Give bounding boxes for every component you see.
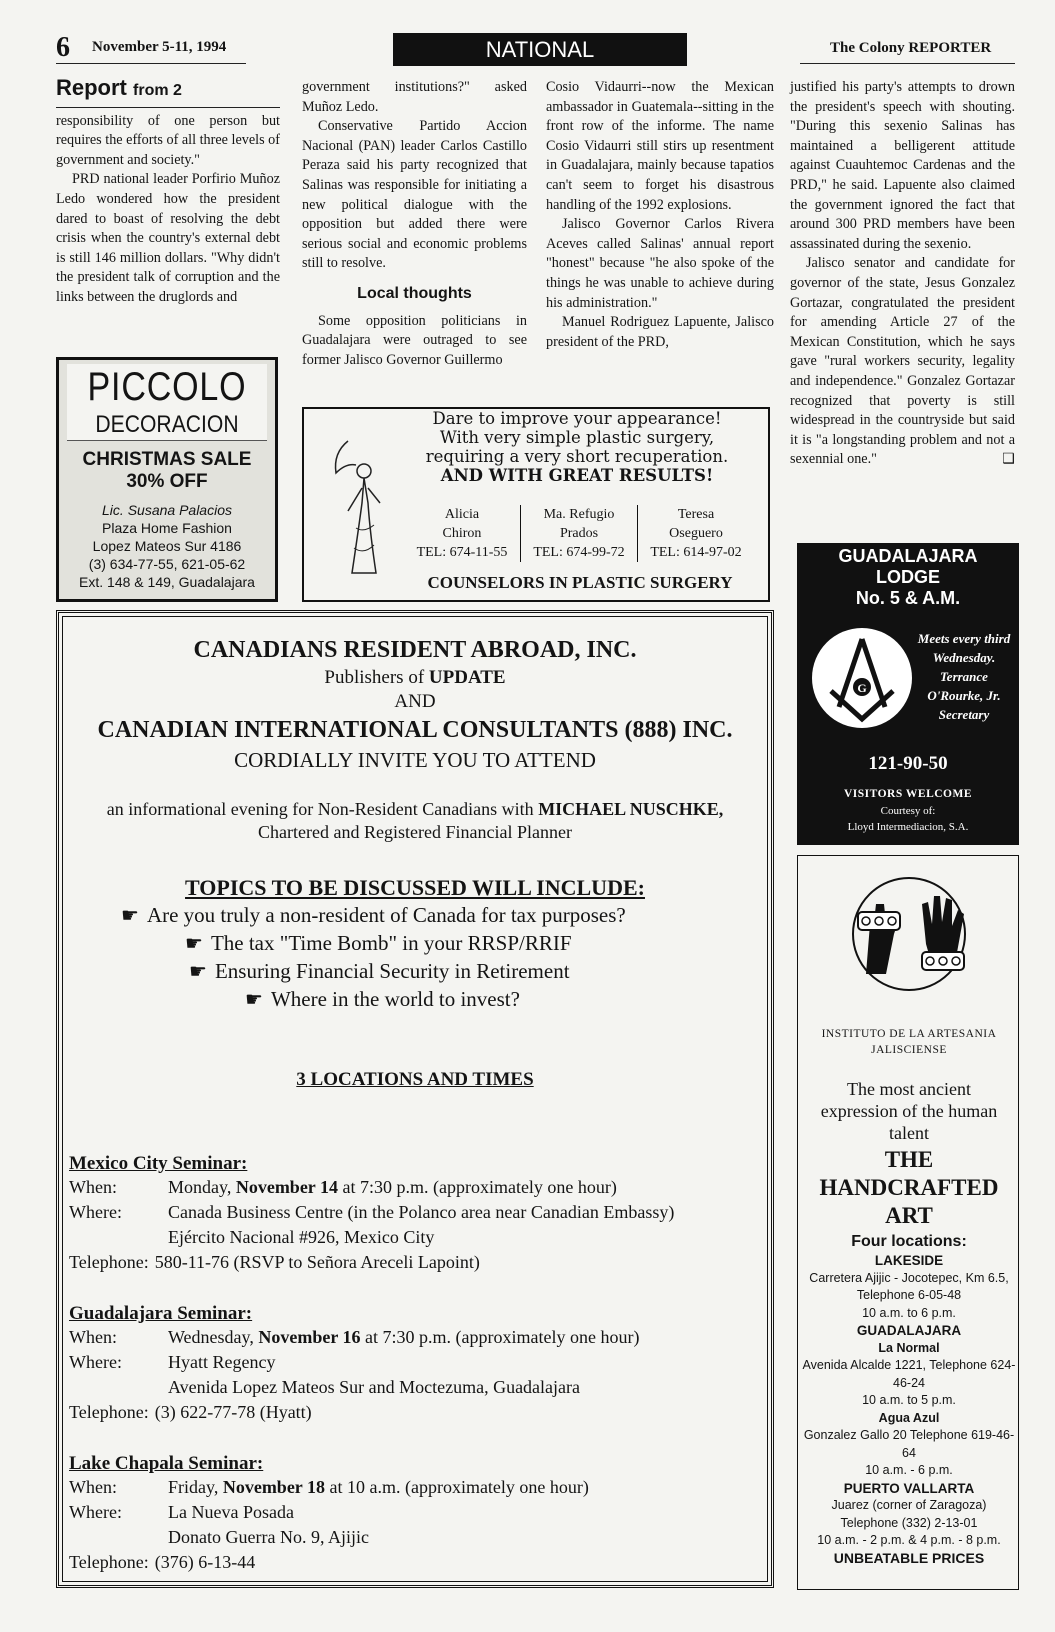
lodge-title-1: GUADALAJARA: [838, 546, 978, 566]
lodge-phone: 121-90-50: [868, 753, 948, 774]
publishers-pre: Publishers of: [324, 667, 425, 688]
label-tel: Telephone:: [69, 1402, 149, 1422]
doctors-list: [404, 505, 754, 562]
locations-heading: Four locations:: [851, 1233, 967, 1250]
piccolo-contact: Lic. Susana Palacios: [102, 502, 232, 518]
end-mark: ❑: [1002, 451, 1015, 468]
doctor-last-name: Chiron: [442, 526, 482, 541]
article-paragraph: Some opposition politicians in Guadalajara were outraged to see former Jalisco Governor Guillermo: [302, 312, 527, 368]
when-post: at 10 a.m. (approximately one hour): [329, 1477, 589, 1497]
location-3-address: Gonzalez Gallo 20 Telephone 619-46-64: [803, 1428, 1015, 1460]
surgery-footer: COUNSELORS IN PLASTIC SURGERY: [427, 573, 733, 592]
seminar-where: [69, 1350, 765, 1375]
publishers-line: [59, 667, 771, 689]
topic-text: The tax "Time Bomb" in your RRSP/RRIF: [210, 931, 572, 955]
article-heading: [56, 75, 280, 101]
location-4-address: Juarez (corner of Zaragoza) Telephone (332) 2-13-01: [831, 1498, 987, 1530]
surgery-line-4: AND WITH GREAT RESULTS!: [440, 466, 714, 485]
article-paragraph: government institutions?" asked Muñoz Ledo.: [302, 79, 527, 115]
tel-value: (376) 6-13-44: [154, 1552, 256, 1572]
seminar-title: Guadalajara Seminar:: [69, 1303, 253, 1324]
seminar-where-2: [69, 1525, 765, 1550]
piccolo-ext: Ext. 148 & 149, Guadalajara: [79, 574, 255, 590]
doctor-tel: TEL: 614-97-02: [650, 545, 742, 560]
label-where: Where:: [69, 1502, 122, 1522]
doctor-first-name: Teresa: [677, 507, 715, 522]
figure-illustration-icon: [328, 433, 398, 583]
heading-rule: [56, 107, 280, 108]
header-rule-right: [800, 63, 1015, 64]
publishers-name: UPDATE: [428, 667, 506, 688]
article-column-3: [546, 78, 774, 352]
location-1-name: LAKESIDE: [874, 1253, 944, 1268]
when-post: at 7:30 p.m. (approximately one hour): [365, 1327, 640, 1347]
surgery-line-1: Dare to improve your appearance!: [432, 409, 722, 428]
piccolo-sale: CHRISTMAS SALE: [82, 449, 252, 470]
evening-line: [59, 799, 771, 820]
label-where: Where:: [69, 1352, 122, 1372]
topic-text: Are you truly a non-resident of Canada for tax purposes?: [146, 903, 626, 927]
location-1-hours: 10 a.m. to 6 p.m.: [862, 1305, 956, 1320]
seminar-telephone: [69, 1550, 765, 1575]
when-date: November 16: [258, 1327, 361, 1347]
company-1: CANADIANS RESIDENT ABROAD, INC.: [193, 637, 637, 663]
when-pre: Wednesday,: [168, 1327, 254, 1347]
where-line-1: Hyatt Regency: [168, 1352, 276, 1372]
label-where: Where:: [69, 1202, 122, 1222]
doctor-first-name: Alicia: [444, 507, 480, 522]
lodge-meeting-info: [915, 629, 1013, 724]
article-heading-from: from 2: [133, 82, 182, 99]
article-paragraph: Manuel Rodriguez Lapuente, Jalisco president of the PRD,: [546, 314, 774, 350]
article-paragraph: justified his party's attempts to drown the president's speech with shouting. "During this sexenio Salinas has maintained a belligerent attitude against Cuauhtemoc Cardenas and the PRD," he said. Lapuente also claimed the government ignored the fact that around 300 PRD members have been assassinated during the sexenio.: [790, 79, 1015, 252]
label-when: When:: [69, 1477, 117, 1497]
topic-4: [245, 987, 520, 1012]
piccolo-store: Plaza Home Fashion: [102, 520, 232, 536]
and-line: AND: [394, 691, 436, 712]
article-column-4: [790, 78, 1015, 470]
when-value: [168, 1325, 639, 1350]
plastic-surgery-ad: [302, 407, 770, 602]
ad-intro: [59, 637, 771, 843]
pointing-hand-icon: ☛: [121, 905, 139, 927]
locations-heading: 3 LOCATIONS AND TIMES: [296, 1069, 534, 1090]
article-paragraph: Cosio Vidaurri--now the Mexican ambassador in Guatemala--sitting in the front row of the informe. The name Cosio Vidaurri still stirs up resentment in Guadalajara, mainly because tapatios can't seem to forget his disastrous handling of the 1992 explosions.: [546, 79, 774, 213]
where-line-1: Canada Business Centre (in the Polanco area near Canadian Embassy): [168, 1202, 675, 1222]
seminar-guadalajara: [69, 1303, 765, 1425]
seminar-telephone: [69, 1400, 765, 1425]
pointing-hand-icon: ☛: [189, 961, 207, 983]
when-post: at 7:30 p.m. (approximately one hour): [342, 1177, 617, 1197]
lodge-title-3: No. 5 & A.M.: [855, 588, 961, 608]
lodge-secretary: Terrance O'Rourke, Jr. Secretary: [927, 669, 1001, 722]
seminar-title: Mexico City Seminar:: [69, 1153, 248, 1174]
where-line-2: Ejército Nacional #926, Mexico City: [168, 1227, 435, 1247]
pointing-hand-icon: ☛: [185, 933, 203, 955]
doctor-3: [638, 505, 754, 562]
doctor-tel: TEL: 674-11-55: [416, 545, 508, 560]
hands-emblem-icon: [830, 874, 988, 994]
lodge-title-2: LODGE: [875, 567, 940, 587]
seminar-when: [69, 1475, 765, 1500]
location-3-sub: Agua Azul: [878, 1410, 940, 1425]
seminar-when: [69, 1325, 765, 1350]
location-2-name: GUADALAJARA: [856, 1323, 962, 1338]
location-2-hours: 10 a.m. to 5 p.m.: [862, 1393, 956, 1407]
label-when: When:: [69, 1327, 117, 1347]
where-line-2: Donato Guerra No. 9, Ajijic: [168, 1527, 369, 1547]
page-number: 6: [56, 32, 70, 63]
piccolo-ad: [56, 357, 278, 602]
seminar-where: [69, 1200, 765, 1225]
seminar-where-2: [69, 1375, 765, 1400]
seminar-mexico-city: [69, 1153, 765, 1275]
tagline-2: THE HANDCRAFTED ART: [819, 1147, 999, 1228]
tel-value: (3) 622-77-78 (Hyatt): [154, 1402, 312, 1422]
canadian-seminar-ad: [56, 610, 774, 1588]
header-rule-left: [56, 63, 246, 64]
subheading-local-thoughts: Local thoughts: [357, 284, 472, 302]
surgery-line-3: requiring a very short recuperation.: [425, 447, 729, 466]
surgery-line-2: With very simple plastic surgery,: [439, 428, 715, 447]
when-pre: Friday,: [168, 1477, 219, 1497]
seminar-where-2: [69, 1225, 765, 1250]
artesania-ad: [797, 855, 1019, 1590]
speaker-name: MICHAEL NUSCHKE,: [538, 799, 724, 819]
piccolo-name: PICCOLO: [87, 365, 247, 409]
article-paragraph: Jalisco Governor Carlos Rivera Aceves called Salinas' annual report "honest" because "he also spoke of the things he was unable to achieve during his administration.": [546, 216, 774, 311]
location-4-name: PUERTO VALLARTA: [843, 1480, 975, 1496]
paper-name: The Colony REPORTER: [830, 40, 992, 56]
label-when: When:: [69, 1177, 117, 1197]
piccolo-discount: 30% OFF: [126, 471, 208, 492]
where-line-2: Avenida Lopez Mateos Sur and Moctezuma, Guadalajara: [168, 1377, 581, 1397]
issue-date: November 5-11, 1994: [92, 39, 227, 55]
location-4-hours: 10 a.m. - 2 p.m. & 4 p.m. - 8 p.m.: [817, 1533, 1001, 1547]
article-paragraph: Conservative Partido Accion Nacional (PAN) leader Carlos Castillo Peraza said his party recognized that Salinas was responsible for initiating a new political dialogue with the opposition but added there were serious social and economic problems still to resolve.: [302, 118, 527, 272]
company-2: CANADIAN INTERNATIONAL CONSULTANTS (888) INC.: [97, 717, 733, 743]
label-tel: Telephone:: [69, 1252, 149, 1272]
locations-list: [802, 1232, 1016, 1567]
topic-text: Where in the world to invest?: [270, 987, 520, 1011]
doctor-1: [404, 505, 521, 562]
seminar-when: [69, 1175, 765, 1200]
label-tel: Telephone:: [69, 1552, 149, 1572]
seminar-lake-chapala: [69, 1453, 765, 1575]
topic-2: [185, 931, 572, 956]
masonic-emblem-icon: [809, 625, 915, 731]
doctor-2: [521, 505, 638, 562]
pointing-hand-icon: ☛: [245, 989, 263, 1011]
topic-1: [121, 903, 626, 928]
when-value: [168, 1175, 617, 1200]
piccolo-phones: (3) 634-77-55, 621-05-62: [88, 556, 246, 572]
when-date: November 18: [222, 1477, 325, 1497]
lodge-welcome: VISITORS WELCOME: [843, 788, 973, 800]
article-paragraph: PRD national leader Porfirio Muñoz Ledo wondered how the president dared to boast of resolving the debt crisis when the country's external debt is still 146 million dollars. "Why didn't the president talk of corruption and the links between the druglords and: [56, 171, 280, 305]
piccolo-logo: [67, 364, 267, 441]
topic-text: Ensuring Financial Security in Retirement: [214, 959, 570, 983]
when-date: November 14: [235, 1177, 338, 1197]
doctor-first-name: Ma. Refugio: [543, 507, 615, 522]
topics-heading: TOPICS TO BE DISCUSSED WILL INCLUDE:: [185, 875, 645, 900]
location-1-address: Carretera Ajijic - Jocotepec, Km 6.5, Telephone 6-05-48: [809, 1270, 1009, 1302]
seminar-where: [69, 1500, 765, 1525]
surgery-headline: [392, 409, 762, 485]
where-line-1: La Nueva Posada: [168, 1502, 294, 1522]
institute-name: INSTITUTO DE LA ARTESANIA JALISCIENSE: [821, 1028, 997, 1056]
evening-pre: an informational evening for Non-Resident Canadians with: [106, 799, 534, 819]
piccolo-address: Lopez Mateos Sur 4186: [92, 538, 242, 554]
article-column-1: [56, 75, 280, 308]
location-3-hours: 10 a.m. - 6 p.m.: [865, 1463, 953, 1477]
svg-text:G: G: [857, 681, 867, 695]
tagline-1: The most ancient expression of the human talent: [820, 1079, 998, 1143]
when-value: [168, 1475, 589, 1500]
article-heading-text: Report: [56, 75, 127, 100]
seminar-telephone: [69, 1250, 765, 1275]
artesania-footer: UNBEATABLE PRICES: [833, 1549, 985, 1566]
invite-line: CORDIALLY INVITE YOU TO ATTEND: [234, 748, 596, 772]
doctor-last-name: Oseguero: [669, 526, 723, 541]
masonic-lodge-ad: [797, 543, 1019, 845]
lodge-meets: Meets every third Wednesday.: [917, 631, 1011, 665]
article-paragraph-text: Jalisco senator and candidate for governor of the state, Jesus Gonzalez Gortazar, congratulated the president for amending Article 27 of the Mexican Constitution, which he says gave "rural workers security, legality and independence." Gonzalez Gortazar recognized that poverty is still widespread in the countryside but said it is "a longstanding problem and not a sexennial one.": [790, 255, 1015, 468]
article-paragraph: responsibility of one person but requires the efforts of all three levels of government and society.": [56, 112, 280, 168]
seminar-title: Lake Chapala Seminar:: [69, 1453, 264, 1474]
location-2-address: Avenida Alcalde 1221, Telephone 624-46-24: [802, 1358, 1016, 1390]
doctor-tel: TEL: 674-99-72: [533, 545, 625, 560]
speaker-title: Chartered and Registered Financial Planner: [258, 822, 572, 842]
piccolo-sub: DECORACION: [95, 411, 239, 438]
doctor-last-name: Prados: [559, 526, 599, 541]
lodge-courtesy: Courtesy of:: [880, 805, 936, 817]
topic-3: [189, 959, 570, 984]
section-banner: NATIONAL: [393, 33, 687, 66]
when-pre: Monday,: [168, 1177, 232, 1197]
location-2-sub: La Normal: [878, 1340, 940, 1355]
article-paragraph: [790, 254, 1015, 470]
lodge-sponsor: Lloyd Intermediacion, S.A.: [847, 821, 969, 833]
tel-value: 580-11-76 (RSVP to Señora Areceli Lapoint): [154, 1252, 480, 1272]
article-column-2: [302, 78, 527, 370]
